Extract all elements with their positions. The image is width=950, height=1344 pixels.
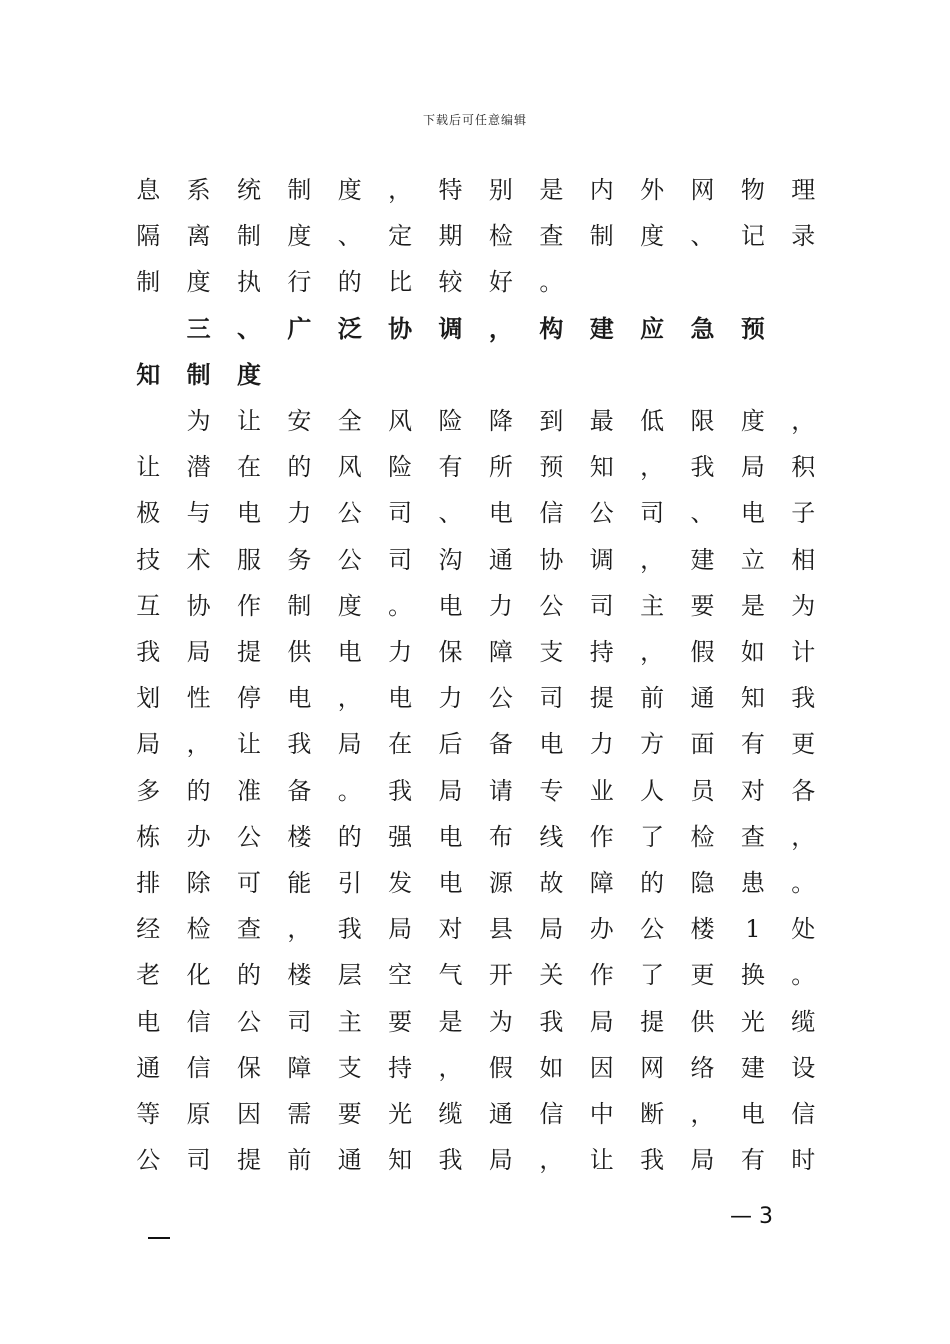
body-line: 等 原 因 需 要 光 缆 通 信 中 断 ， 电 信 <box>136 1100 816 1128</box>
body-line: 制 度 执 行 的 比 较 好 。 <box>136 268 564 297</box>
body-line: 为 让 安 全 风 险 降 到 最 低 限 度 ， <box>186 407 816 435</box>
footer-dash <box>148 1237 170 1239</box>
body-line: 技 术 服 务 公 司 沟 通 协 调 ， 建 立 相 <box>136 545 816 574</box>
body-line: 我 局 提 供 电 力 保 障 支 持 ， 假 如 计 <box>136 638 816 666</box>
section-heading-line: 知 制 度 <box>136 359 261 389</box>
body-line: 让 潜 在 的 风 险 有 所 预 知 ， 我 局 积 <box>136 453 816 482</box>
body-line: 息 系 统 制 度 ， 特 别 是 内 外 网 物 理 <box>136 176 816 204</box>
body-line: 栋 办 公 楼 的 强 电 布 线 作 了 检 查 ， <box>136 822 816 851</box>
body-line: 划 性 停 电 ， 电 力 公 司 提 前 通 知 我 <box>136 684 816 713</box>
section-heading-line: 三 、 广 泛 协 调 ， 构 建 应 急 预 <box>186 313 765 343</box>
body-line: 极 与 电 力 公 司 、 电 信 公 司 、 电 子 <box>136 499 816 528</box>
body-line: 公 司 提 前 通 知 我 局 ， 让 我 局 有 时 <box>136 1146 816 1175</box>
page-number: — 3 <box>730 1204 773 1229</box>
body-line: 经 检 查 ， 我 局 对 县 局 办 公 楼 1 处 <box>136 915 816 944</box>
body-line: 隔 离 制 度 、 定 期 检 查 制 度 、 记 录 <box>136 222 816 251</box>
body-line: 电 信 公 司 主 要 是 为 我 局 提 供 光 缆 <box>136 1007 816 1036</box>
body-line: 通 信 保 障 支 持 ， 假 如 因 网 络 建 设 <box>136 1053 816 1082</box>
body-line: 多 的 准 备 。 我 局 请 专 业 人 员 对 各 <box>136 776 816 805</box>
header-note: 下载后可任意编辑 <box>422 113 527 127</box>
body-line: 排 除 可 能 引 发 电 源 故 障 的 隐 患 。 <box>136 869 816 897</box>
body-line: 老 化 的 楼 层 空 气 开 关 作 了 更 换 。 <box>136 961 816 990</box>
body-line: 互 协 作 制 度 。 电 力 公 司 主 要 是 为 <box>136 591 816 620</box>
body-line: 局 ， 让 我 局 在 后 备 电 力 方 面 有 更 <box>136 730 816 759</box>
